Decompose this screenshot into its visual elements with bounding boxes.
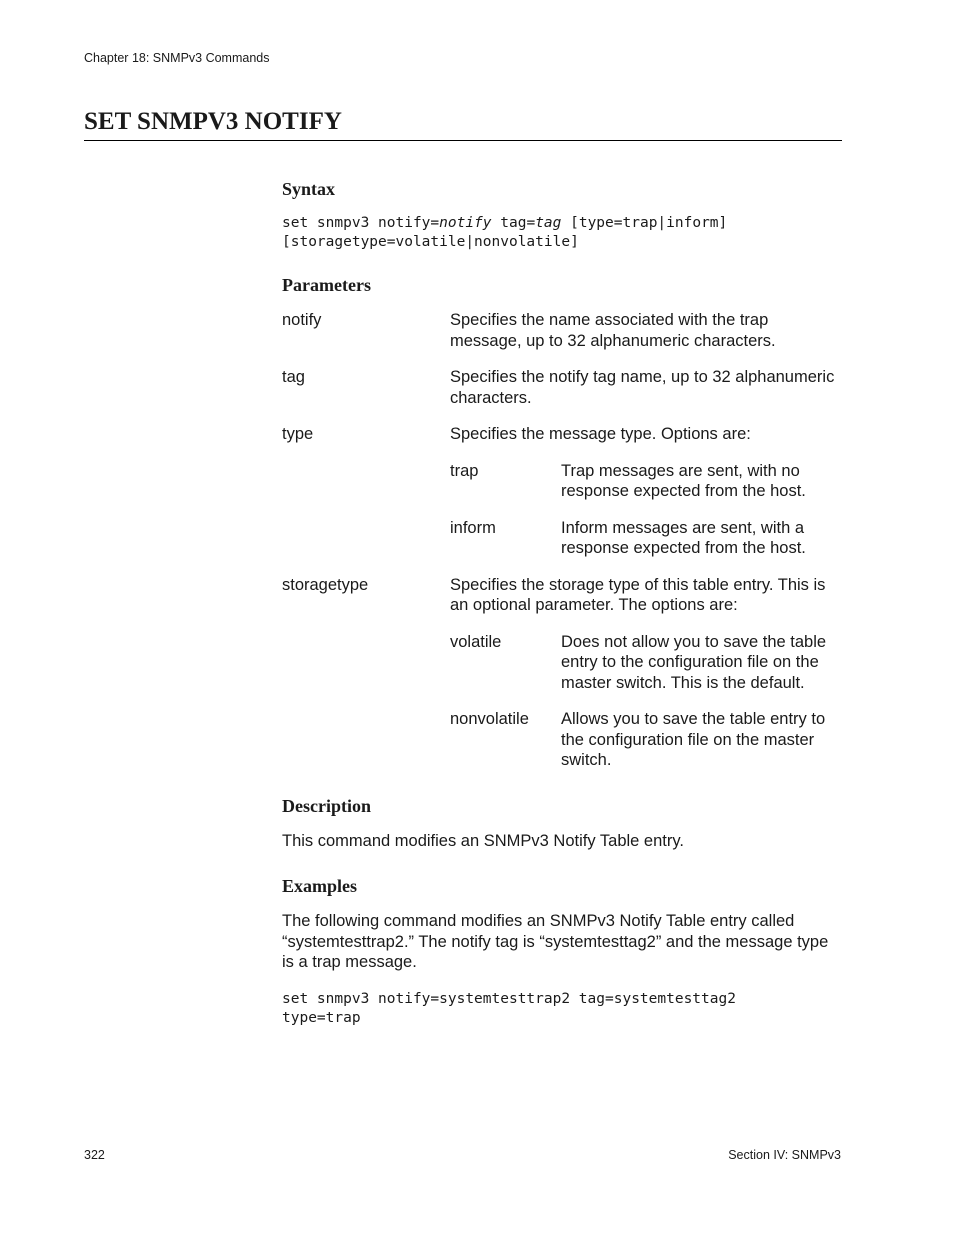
syntax-var-notify: notify [439,215,492,231]
option-inform [450,518,842,559]
description-text: This command modifies an SNMPv3 Notify Table entry. [282,831,684,850]
example-code [282,990,842,1028]
section-label: Section IV: SNMPv3 [728,1148,841,1162]
param-desc: Specifies the notify tag name, up to 32 alphanumeric characters. [450,368,835,407]
param-storagetype [282,575,842,771]
description-heading: Description [282,795,371,816]
param-name: type [282,425,314,443]
param-desc: Specifies the storage type of this table entry. This is an optional parameter. The options are: [450,575,826,614]
option-desc: Inform messages are sent, with a response expected from the host. [561,518,806,557]
syntax-line-1 [282,214,842,233]
option-name: trap [450,461,479,480]
option-desc: Trap messages are sent, with no response expected from the host. [561,461,806,500]
option-trap [450,461,842,502]
description-section [282,795,842,852]
param-name: notify [282,311,322,329]
syntax-heading: Syntax [282,179,336,199]
parameters-heading: Parameters [282,275,371,295]
param-name: storagetype [282,575,369,594]
option-name: inform [450,518,496,537]
example-code-line-2: type=trap [282,1009,361,1026]
option-volatile [450,632,842,694]
param-name: tag [282,368,305,386]
param-desc: Specifies the name associated with the trap message, up to 32 alphanumeric characters. [450,311,776,350]
example-code-line-1: set snmpv3 notify=systemtesttrap2 tag=systemtesttag2 [282,990,736,1007]
param-type [282,424,842,559]
syntax-text: tag= [491,215,536,231]
option-name: nonvolatile [450,710,529,728]
page-number: 322 [84,1148,105,1162]
parameters-section [282,274,842,771]
examples-text: The following command modifies an SNMPv3 Notify Table entry called “systemtesttrap2.” The notify tag is “systemtesttag2” and the message type is a trap message. [282,912,829,971]
syntax-text: [type=trap|inform] [561,215,728,231]
syntax-code [282,214,842,252]
option-nonvolatile [450,709,842,771]
param-desc-block [450,575,842,771]
content [282,178,842,1050]
syntax-section [282,178,842,252]
param-notify [282,310,842,351]
examples-section [282,875,842,1028]
option-desc: Allows you to save the table entry to the configuration file on the master switch. [561,710,826,769]
param-desc-block [450,424,842,559]
syntax-var-tag: tag [535,215,562,231]
page-title: SET SNMPV3 NOTIFY [84,107,842,141]
running-header: Chapter 18: SNMPv3 Commands [84,51,270,65]
param-desc: Specifies the message type. Options are: [450,425,751,443]
option-name: volatile [450,632,502,651]
syntax-text: set snmpv3 notify= [282,215,440,231]
param-tag [282,367,842,408]
examples-heading: Examples [282,876,358,896]
syntax-line-2: [storagetype=volatile|nonvolatile] [282,234,579,250]
option-desc: Does not allow you to save the table entry to the configuration file on the master switch. This is the default. [561,632,827,692]
